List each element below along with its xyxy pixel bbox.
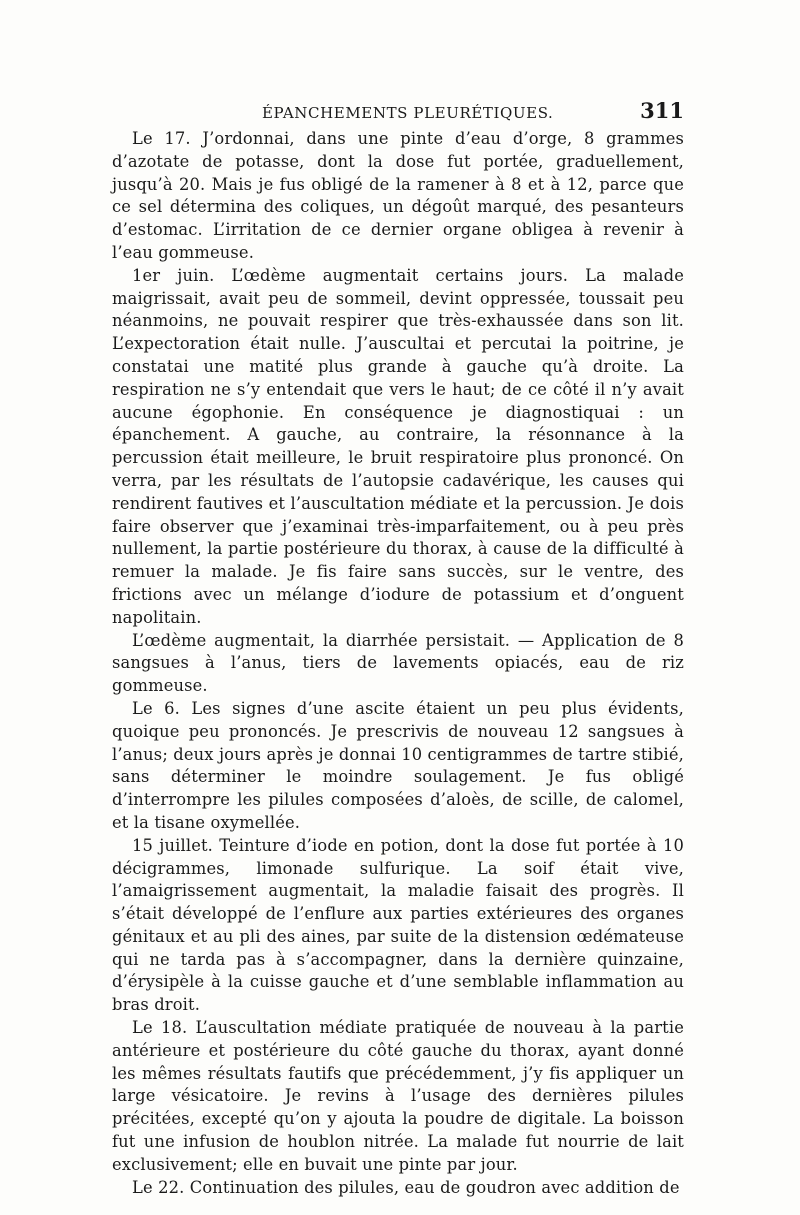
paragraph: 1er juin. L’œdème augmentait certains jours. La malade maigrissait, avait peu de sommeil, devint oppressée, toussait peu néanmoins, ne pouvait respirer que très-exhaussée dans son lit. L’expectoration était nulle. J’auscultai et percutai la poitrine, je constatai une matité plus grande à gauche qu’à droite. La respiration ne s’y entendait que vers le haut; de ce côté il n’y avait aucune égophonie. En conséquence je diagnostiquai : un épanchement. A gauche, au contraire, la résonnance à la percussion était meilleure, le bruit respiratoire plus prononcé. On verra, par les résultats de l’autopsie cadavérique, les causes qui rendirent fautives et l’auscultation médiate et la percussion. Je dois faire observer que j’examinai très-imparfaitement, ou à peu près nullement, la partie postérieure du thorax, à cause de la difficulté à remuer la malade. Je fis faire sans succès, sur le ventre, des frictions avec un mélange d’iodure de potassium et d’onguent napolitain.	[112, 265, 684, 627]
body-text	[112, 128, 684, 1199]
page-header	[112, 98, 684, 126]
paragraph: L’œdème augmentait, la diarrhée persistait. — Application de 8 sangsues à l’anus, tiers de lavements opiacés, eau de riz gommeuse.	[112, 630, 684, 696]
paragraph: Le 18. L’auscultation médiate pratiquée de nouveau à la partie antérieure et postérieure du côté gauche du thorax, ayant donné les mêmes résultats fautifs que précédemment, j’y fis appliquer un large vésicatoire. Je revins à l’usage des dernières pilules précitées, excepté qu’on y ajouta la poudre de digitale. La boisson fut une infusion de houblon nitrée. La malade fut nourrie de lait exclusivement; elle en buvait une pinte par jour.	[112, 1018, 684, 1174]
paragraph: Le 6. Les signes d’une ascite étaient un peu plus évidents, quoique peu prononcés. Je prescrivis de nouveau 12 sangsues à l’anus; deux jours après je donnai 10 centigrammes de tartre stibié, sans déterminer le moindre soulagement. Je fus obligé d’interrompre les pilules composées d’aloès, de scille, de calomel, et la tisane oxymellée.	[112, 698, 684, 832]
running-title: ÉPANCHEMENTS PLEURÉTIQUES.	[262, 104, 554, 122]
paragraph: Le 22. Continuation des pilules, eau de goudron avec addition de	[132, 1177, 680, 1197]
paragraph: Le 17. J’ordonnai, dans une pinte d’eau d’orge, 8 grammes d’azotate de potasse, dont la dose fut portée, graduellement, jusqu’à 20. Mais je fus obligé de la ramener à 8 et à 12, parce que ce sel détermina des coliques, un dégoût marqué, des pesanteurs d’estomac. L’irritation de ce dernier organe obligea à revenir à l’eau gommeuse.	[112, 129, 684, 262]
page-number: 311	[640, 98, 684, 123]
paragraph: 15 juillet. Teinture d’iode en potion, dont la dose fut portée à 10 décigrammes, limonade sulfurique. La soif était vive, l’amaigrissement augmentait, la maladie faisait des progrès. Il s’était développé de l’enflure aux parties extérieures des organes génitaux et au pli des aines, par suite de la distension œdémateuse qui ne tarda pas à s’accompagner, dans la dernière quinzaine, d’érysipèle à la cuisse gauche et d’une semblable inflammation au bras droit.	[112, 835, 684, 1015]
